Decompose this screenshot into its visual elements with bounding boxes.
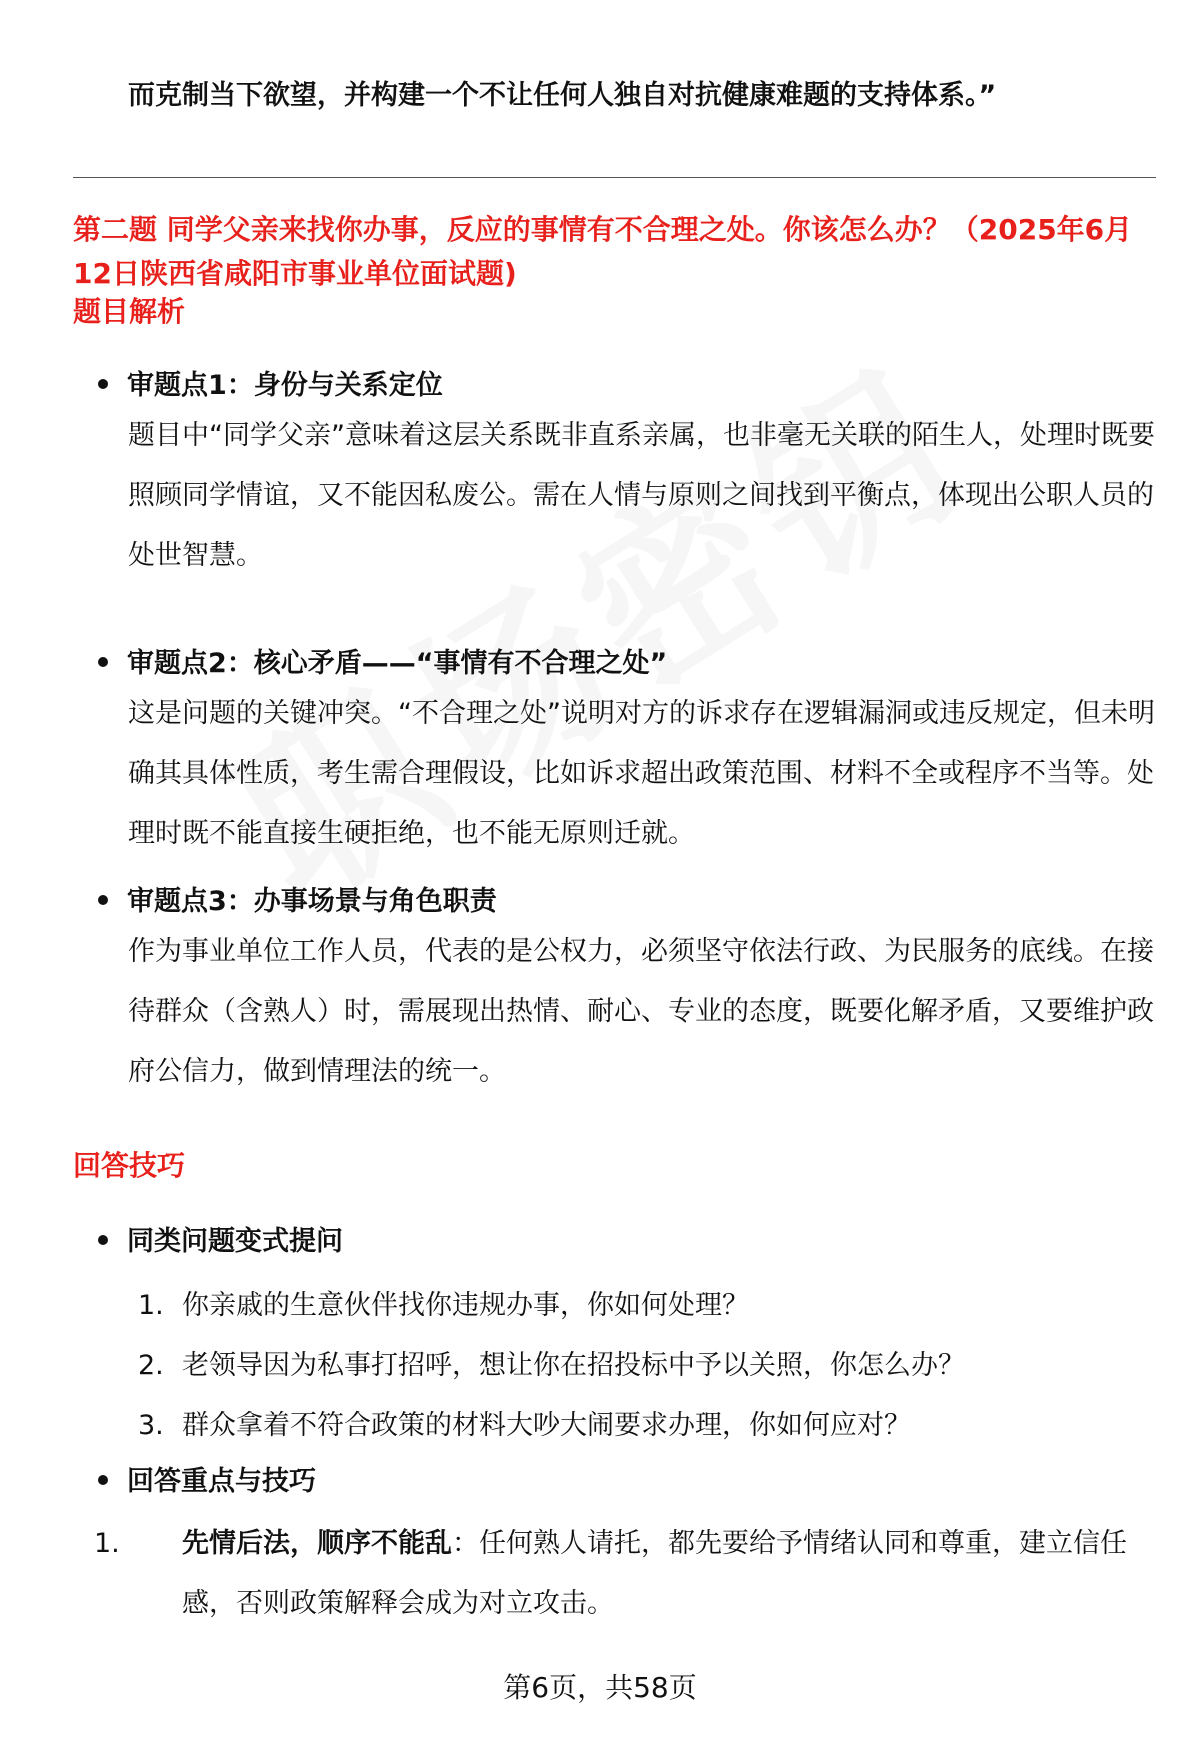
variant-item-1: 1. 你亲戚的生意伙伴找你违规办事，你如何处理？ [138, 1290, 749, 1321]
bullet-icon [98, 895, 108, 905]
analysis-point-2-title: 审题点2：核心矛盾——“事情有不合理之处” [98, 642, 667, 686]
bullet-icon [98, 1475, 108, 1485]
bullet-icon [98, 657, 108, 667]
analysis-heading: 题目解析 [73, 295, 186, 328]
bullet-icon [98, 379, 108, 389]
question-title: 第二题 同学父亲来找你办事，反应的事情有不合理之处。你该怎么办？（2025年6月12日陕西省咸阳市事业单位面试题) [73, 213, 1133, 290]
analysis-point-3-text: 作为事业单位工作人员，代表的是公权力，必须坚守依法行政、为民服务的底线。在接待群众（含熟人）时，需展现出热情、耐心、专业的态度，既要化解矛盾，又要维护政府公信力，做到情理法的统一。 [128, 936, 1154, 1087]
variant-item-2: 2. 老领导因为私事打招呼，想让你在招投标中予以关照，你怎么办？ [138, 1350, 965, 1381]
variant-item-3: 3. 群众拿着不符合政策的材料大吵大闹要求办理，你如何应对？ [138, 1410, 911, 1441]
analysis-point-2-text: 这是问题的关键冲突。“不合理之处”说明对方的诉求存在逻辑漏洞或违反规定，但未明确其具体性质，考生需合理假设，比如诉求超出政策范围、材料不全或程序不当等。处理时既不能直接生硬拒绝，也不能无原则迁就。 [128, 698, 1155, 849]
keypoint-item-1: 1. 先情后法，顺序不能乱：任何熟人请托，都先要给予情绪认同和尊重，建立信任感，否则政策解释会成为对立攻击。 [94, 1528, 1127, 1619]
keypoints-title: 回答重点与技巧 [98, 1460, 316, 1504]
bullet-icon [98, 1235, 108, 1245]
page-number: 第6页，共58页 [503, 1671, 697, 1704]
analysis-point-1-text: 题目中“同学父亲”意味着这层关系既非直系亲属，也非毫无关联的陌生人，处理时既要照顾同学情谊，又不能因私废公。需在人情与原则之间找到平衡点，体现出公职人员的处世智慧。 [128, 420, 1155, 571]
divider [73, 177, 1156, 178]
analysis-point-1-title: 审题点1：身份与关系定位 [98, 364, 443, 408]
intro-line: 而克制当下欲望，并构建一个不让任何人独自对抗健康难题的支持体系。” [128, 80, 997, 111]
analysis-point-3-title: 审题点3：办事场景与角色职责 [98, 880, 497, 924]
tips-heading: 回答技巧 [73, 1149, 186, 1182]
variants-title: 同类问题变式提问 [98, 1220, 343, 1264]
